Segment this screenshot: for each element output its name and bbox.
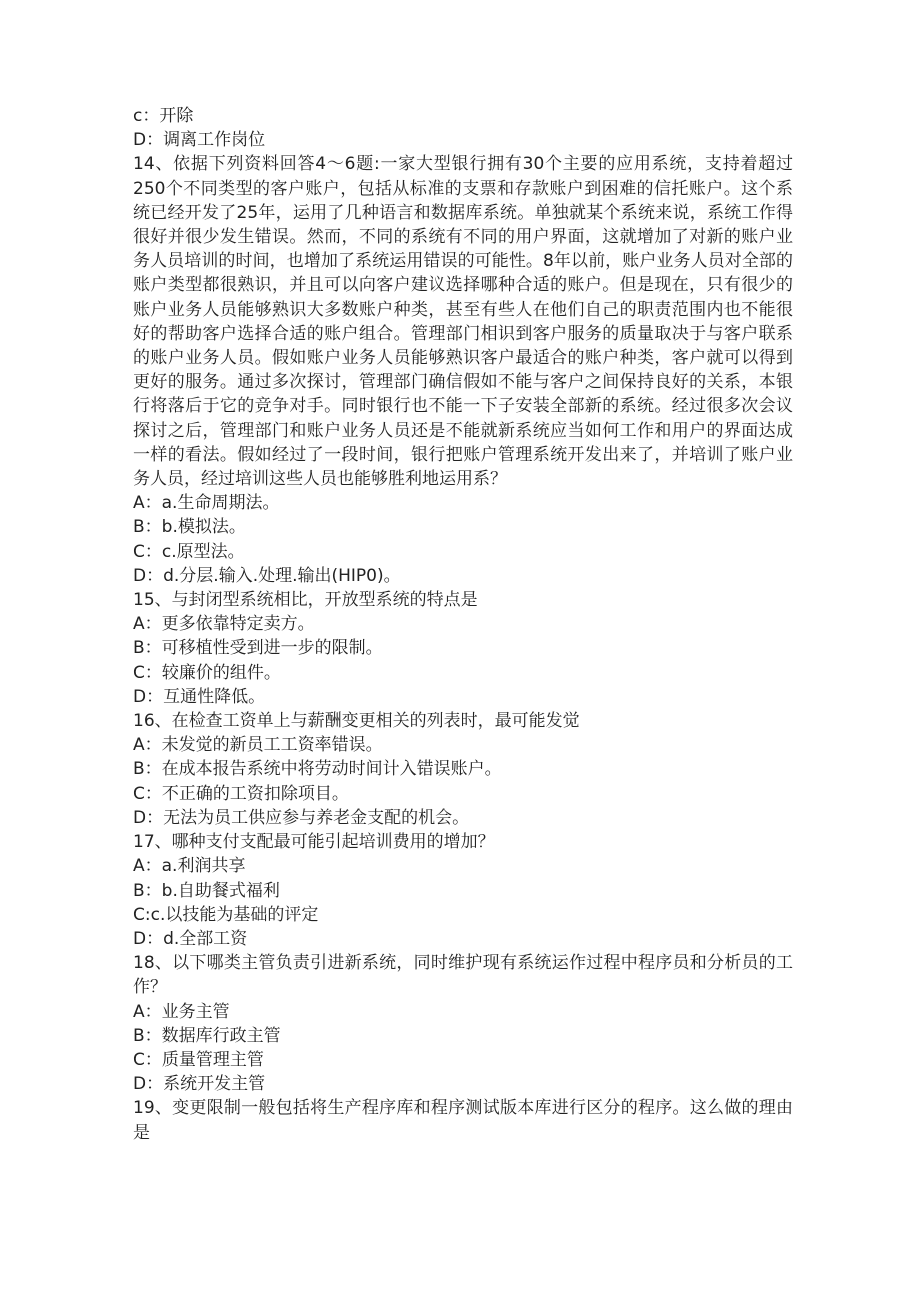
text-line: C：质量管理主管	[133, 1049, 264, 1070]
question-paragraph: 19、变更限制一般包括将生产程序库和程序测试版本库进行区分的程序。这么做的理由是	[133, 1098, 793, 1143]
text-line: C：c.原型法。	[133, 541, 245, 562]
text-line: D：无法为员工供应参与养老金支配的机会。	[133, 807, 470, 828]
question-paragraph: 14、依据下列资料回答4～6题:一家大型银行拥有30个主要的应用系统，支持着超过250个不同类型的客户账户，包括从标准的支票和存款账户到困难的信托账户。这个系统已经开发了25年，运用了几种语言和数据库系统。单独就某个系统来说，系统工作得很好并很少发生错误。然而，不同的系统有不同的用户界面，这就增加了对新的账户业务人员培训的时间，也增加了系统运用错误的可能性。8年以前，账户业务人员对全部的账户类型都很熟识，并且可以向客户建议选择哪种合适的账户。但是现在，只有很少的账户业务人员能够熟识大多数账户种类，甚至有些人在他们自己的职责范围内也不能很好的帮助客户选择合适的账户组合。管理部门相识到客户服务的质量取决于与客户联系的账户业务人员。假如账户业务人员能够熟识客户最适合的账户种类，客户就可以得到更好的服务。通过多次探讨，管理部门确信假如不能与客户之间保持良好的关系，本银行将落后于它的竞争对手。同时银行也不能一下子安装全部新的系统。经过很多次会议探讨之后，管理部门和账户业务人员还是不能就新系统应当如何工作和用户的界面达成一样的看法。假如经过了一段时间，银行把账户管理系统开发出来了，并培训了账户业务人员，经过培训这些人员也能够胜利地运用系？	[133, 154, 793, 490]
question-paragraph: 18、以下哪类主管负责引进新系统，同时维护现有系统运作过程中程序员和分析员的工作？	[133, 953, 793, 998]
text-line: A：a.生命周期法。	[133, 493, 280, 514]
text-line: D：系统开发主管	[133, 1074, 266, 1095]
text-line: A：更多依靠特定卖方。	[133, 614, 315, 635]
text-line: D：互通性降低。	[133, 686, 266, 707]
text-line: B：b.自助餐式福利	[133, 880, 280, 901]
text-line: C:c.以技能为基础的评定	[133, 904, 319, 925]
text-line: c：开除	[133, 106, 194, 126]
text-line: 17、哪种支付支配最可能引起培训费用的增加？	[133, 832, 495, 853]
text-line: C：不正确的工资扣除项目。	[133, 783, 349, 804]
text-line: D：d.全部工资	[133, 928, 248, 949]
text-line: A：业务主管	[133, 1001, 230, 1022]
text-line: D：调离工作岗位	[133, 130, 266, 151]
text-line: D：d.分层.输入.处理.输出(HIP0)。	[133, 565, 401, 586]
document-body	[133, 104, 793, 1145]
text-line: B：数据库行政主管	[133, 1025, 281, 1046]
text-line: A：未发觉的新员工工资率错误。	[133, 735, 383, 756]
text-line: C：较廉价的组件。	[133, 662, 281, 683]
text-line: B：b.模拟法。	[133, 517, 246, 538]
text-line: A：a.利润共享	[133, 856, 246, 877]
text-line: B：在成本报告系统中将劳动时间计入错误账户。	[133, 759, 502, 780]
text-line: 16、在检查工资单上与薪酬变更相关的列表时，最可能发觉	[133, 711, 580, 732]
text-line: 15、与封闭型系统相比，开放型系统的特点是	[133, 590, 478, 611]
text-line: B：可移植性受到进一步的限制。	[133, 638, 383, 659]
